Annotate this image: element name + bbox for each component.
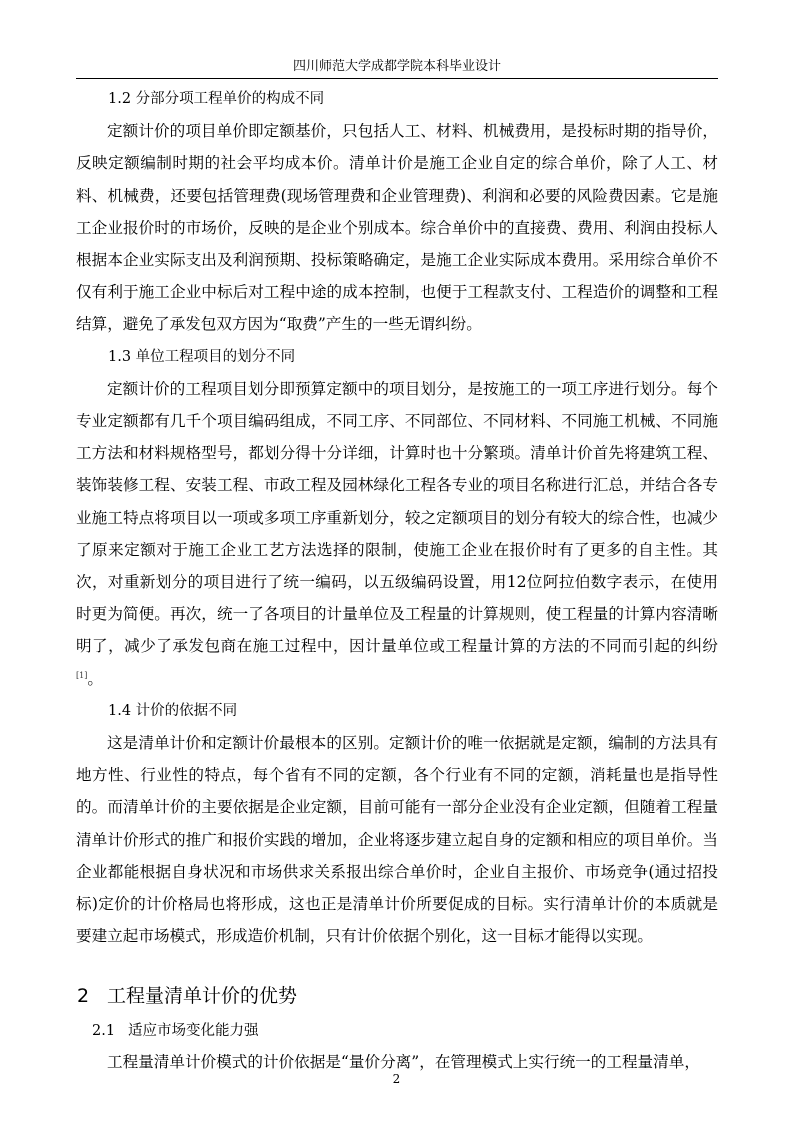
page-header: 四川师范大学成都学院本科毕业设计 xyxy=(292,59,501,74)
paragraph-1-3 xyxy=(76,373,718,695)
document-body xyxy=(76,83,718,1079)
paragraph-1-4: 这是清单计价和定额计价最根本的区别。定额计价的唯一依据就是定额，编制的方法具有地方性、行业性的特点，每个省有不同的定额，各个行业有不同的定额，消耗量也是指导性的。而清单计价的主要依据是企业定额，目前可能有一部分企业没有企业定额，但随着工程量清单计价形式的推广和报价实践的增加，企业将逐步建立起自身的定额和相应的项目单价。当企业都能根据自身状况和市场供求关系报出综合单价时，企业自主报价、市场竞争(通过招投标)定价的计价格局也将形成，这也正是清单计价所要促成的目标。实行清单计价的本质就是要建立起市场模式，形成造价机制，只有计价依据个别化，这一目标才能得以实现。 xyxy=(76,734,718,946)
section-heading-1-4: 1.4 计价的依据不同 xyxy=(108,702,238,719)
subsection-title: 适应市场变化能力强 xyxy=(128,1023,259,1040)
header-rule xyxy=(76,78,718,79)
paragraph-1-3-text: 定额计价的工程项目划分即预算定额中的项目划分，是按施工的一项工序进行划分。每个专业定额都有几千个项目编码组成，不同工序、不同部位、不同材料、不同施工机械、不同施工方法和材料规格型号，都划分得十分详细，计算时也十分繁琐。清单计价首先将建筑工程、装饰装修工程、安装工程、市政工程及园林绿化工程各专业的项目名称进行汇总，并结合各专业施工特点将项目以一项或多项工序重新划分，较之定额项目的划分有较大的综合性，也减少了原来定额对于施工企业工艺方法选择的限制，使施工企业在报价时有了更多的自主性。其次，对重新划分的项目进行了统一编码，以五级编码设置，用12位阿拉伯数字表示，在使用时更为简便。再次，统一了各项目的计量单位及工程量的计算规则，使工程量的计算内容清晰明了，减少了承发包商在施工过程中，因计量单位或工程量计算的方法的不同而引起的纠纷 xyxy=(76,379,718,656)
chapter-title: 工程量清单计价的优势 xyxy=(107,985,298,1008)
paragraph-2-1: 工程量清单计价模式的计价依据是“量价分离”，在管理模式上实行统一的工程量清单， xyxy=(107,1053,700,1072)
page-number: 2 xyxy=(392,1072,401,1086)
chapter-number: 2 xyxy=(77,985,90,1008)
paragraph-1-2: 定额计价的项目单价即定额基价，只包括人工、材料、机械费用，是投标时期的指导价，反映定额编制时期的社会平均成本价。清单计价是施工企业自定的综合单价，除了人工、材料、机械费，还要包括管理费(现场管理费和企业管理费)、利润和必要的风险费因素。它是施工企业报价时的市场价，反映的是企业个别成本。综合单价中的直接费、费用、利润由投标人根据本企业实际支出及利润预期、投标策略确定，是施工企业实际成本费用。采用综合单价不仅有利于施工企业中标后对工程中途的成本控制，也便于工程款支付、工程造价的调整和工程结算，避免了承发包双方因为“取费”产生的一些无谓纠纷。 xyxy=(76,122,718,334)
subsection-heading xyxy=(76,1016,718,1046)
section-heading-1-3: 1.3 单位工程项目的划分不同 xyxy=(108,348,296,365)
section-heading-1-2: 1.2 分部分项工程单价的构成不同 xyxy=(108,91,325,107)
paragraph-1-3-end: 。 xyxy=(87,669,103,688)
citation-reference[interactable]: [1] xyxy=(76,670,88,680)
chapter-heading xyxy=(76,978,718,1014)
subsection-number: 2.1 xyxy=(92,1023,116,1040)
